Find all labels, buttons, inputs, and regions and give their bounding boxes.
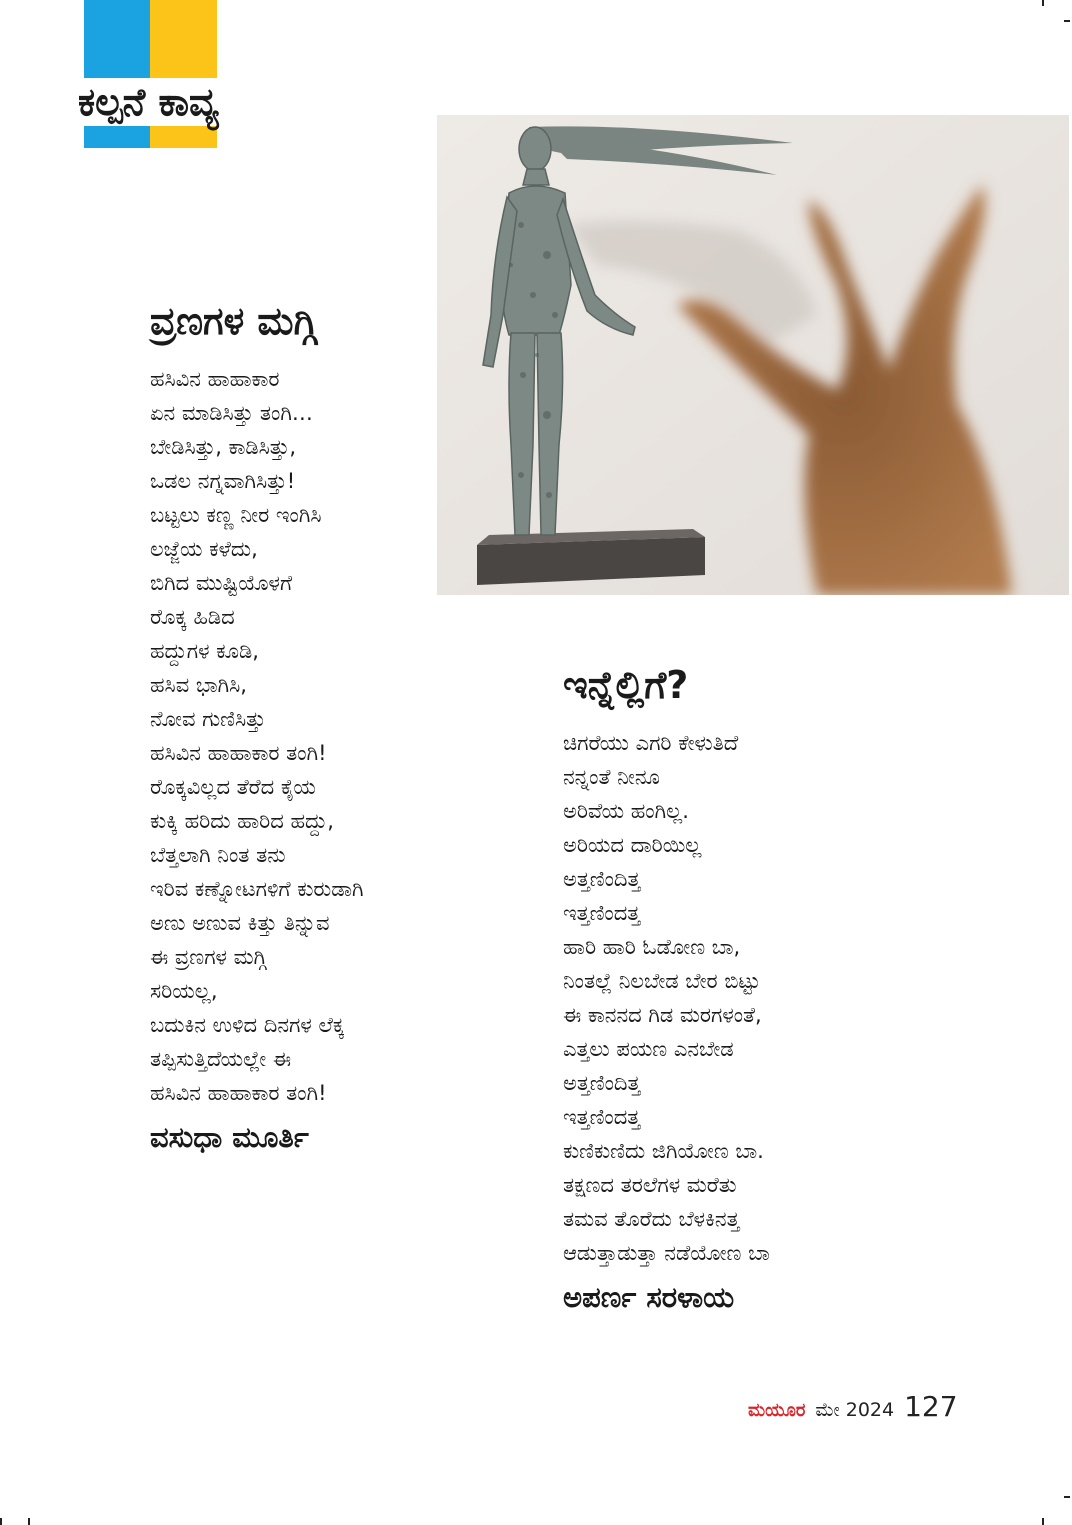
poem-title: ವ್ರಣಗಳ ಮಗ್ಗಿ [150,299,317,343]
crop-mark [1042,1518,1044,1525]
poem-line: ಹದ್ದುಗಳ ಕೂಡಿ, [150,639,259,663]
poem-line: ಹಸಿವಿನ ಹಾಹಾಕಾರ ತಂಗಿ! [150,741,327,765]
crop-mark [28,1518,30,1525]
crop-mark [1042,0,1044,6]
poem-line: ತಕ್ಷಣದ ತರಲೆಗಳ ಮರೆತು [563,1173,737,1197]
poem-line: ಇತ್ತಣಿಂದತ್ತ [563,901,641,925]
magazine-name: ಮಯೂರ [748,1400,806,1421]
poem-line: ಬಿಗಿದ ಮುಷ್ಟಿಯೊಳಗೆ [150,571,293,595]
poem-author: ವಸುಧಾ ಮೂರ್ತಿ [150,1120,309,1154]
poem-line: ತಮವ ತೊರೆದು ಬೆಳಕಿನತ್ತ [563,1207,740,1231]
crop-mark [0,1518,2,1525]
poem-line: ಸರಿಯಲ್ಲ, [150,979,218,1003]
poem-author: ಅಪರ್ಣ ಸರಳಾಯ [563,1280,735,1314]
poem-line: ನಿಂತಲ್ಲೆ ನಿಲಬೇಡ ಬೇರ ಬಿಟ್ಟು [563,969,761,993]
poem-line: ಎತ್ತಲು ಪಯಣ ಎನಬೇಡ [563,1037,734,1061]
poem-line: ನನ್ನಂತೆ ನೀನೂ [563,765,660,789]
poem-line: ಲಜ್ಜೆಯ ಕಳೆದು, [150,537,258,561]
poem-line: ಹಸಿವಿನ ಹಾಹಾಕಾರ [150,367,280,391]
page-footer [748,1390,958,1430]
poem-line: ಬೆತ್ತಲಾಗಿ ನಿಂತ ತನು [150,843,286,867]
poem-line: ಬದುಕಿನ ಉಳಿದ ದಿನಗಳ ಲೆಕ್ಕ [150,1013,345,1037]
poem-line: ಕುಣಿಕುಣಿದು ಜಿಗಿಯೋಣ ಬಾ. [563,1139,764,1163]
poem-lines [150,362,364,1110]
issue-date: ಮೇ 2024 [815,1399,895,1421]
poem-title: ಇನ್ನೆಲ್ಲಿಗೆ? [563,663,689,707]
poem-line: ಒಡಲ ನಗ್ನವಾಗಿಸಿತ್ತು! [150,469,296,493]
poem-line: ಈ ವ್ರಣಗಳ ಮಗ್ಗಿ [150,945,267,969]
poem-line: ಆಡುತ್ತಾಡುತ್ತಾ ನಡೆಯೋಣ ಬಾ [563,1241,770,1265]
poem-line: ಹಸಿವ ಭಾಗಿಸಿ, [150,673,247,697]
sculpture-photo [437,115,1069,595]
poem-line: ಇರಿವ ಕಣ್ನೋಟಗಳಿಗೆ ಕುರುಡಾಗಿ [150,877,364,901]
poem-line: ಇತ್ತಣಿಂದತ್ತ [563,1105,641,1129]
page-number: 127 [904,1390,958,1423]
poem-line: ನೋವ ಗುಣಿಸಿತ್ತು [150,707,266,731]
poem-line: ಹಾರಿ ಹಾರಿ ಓಡೋಣ ಬಾ, [563,935,741,959]
poem-line: ಅರಿವೆಯ ಹಂಗಿಲ್ಲ. [563,799,689,823]
poem-line: ಬೇಡಿಸಿತ್ತು, ಕಾಡಿಸಿತ್ತು, [150,435,297,459]
poem-lines [563,726,770,1270]
section-title: ಕಲ್ಪನೆ ಕಾವ್ಯ [74,78,252,126]
poem-line: ಬಟ್ಟಲು ಕಣ್ಣ ನೀರ ಇಂಗಿಸಿ [150,503,322,527]
poem-line: ರೊಕ್ಕವಿಲ್ಲದ ತೆರೆದ ಕೈಯ [150,775,316,799]
poem-line: ತಪ್ಪಿಸುತ್ತಿದೆಯಲ್ಲೇ ಈ [150,1047,292,1071]
poem-vranagala-maggi [150,296,364,1156]
poem-line: ಚಿಗರೆಯು ಎಗರಿ ಕೇಳುತಿದೆ [563,731,739,755]
crop-mark [1064,20,1070,22]
poem-line: ಅತ್ತಣಿಂದಿತ್ತ [563,1071,641,1095]
poem-line: ಅರಿಯದ ದಾರಿಯಿಲ್ಲ [563,833,702,857]
poem-line: ಅಣು ಅಣುವ ಕಿತ್ತು ತಿನ್ನುವ [150,911,330,935]
poem-line: ಹಸಿವಿನ ಹಾಹಾಕಾರ ತಂಗಿ! [150,1081,327,1105]
poem-line: ಕುಕ್ಕಿ ಹರಿದು ಹಾರಿದ ಹದ್ದು, [150,809,334,833]
poem-line: ಏನ ಮಾಡಿಸಿತ್ತು ತಂಗಿ… [150,401,313,425]
poem-innelligay [563,660,770,1316]
poem-line: ಅತ್ತಣಿಂದಿತ್ತ [563,867,641,891]
poem-line: ಈ ಕಾನನದ ಗಿಡ ಮರಗಳಂತೆ, [563,1003,762,1027]
poem-line: ರೊಕ್ಕ ಹಿಡಿದ [150,605,235,629]
crop-mark [1064,1496,1070,1498]
